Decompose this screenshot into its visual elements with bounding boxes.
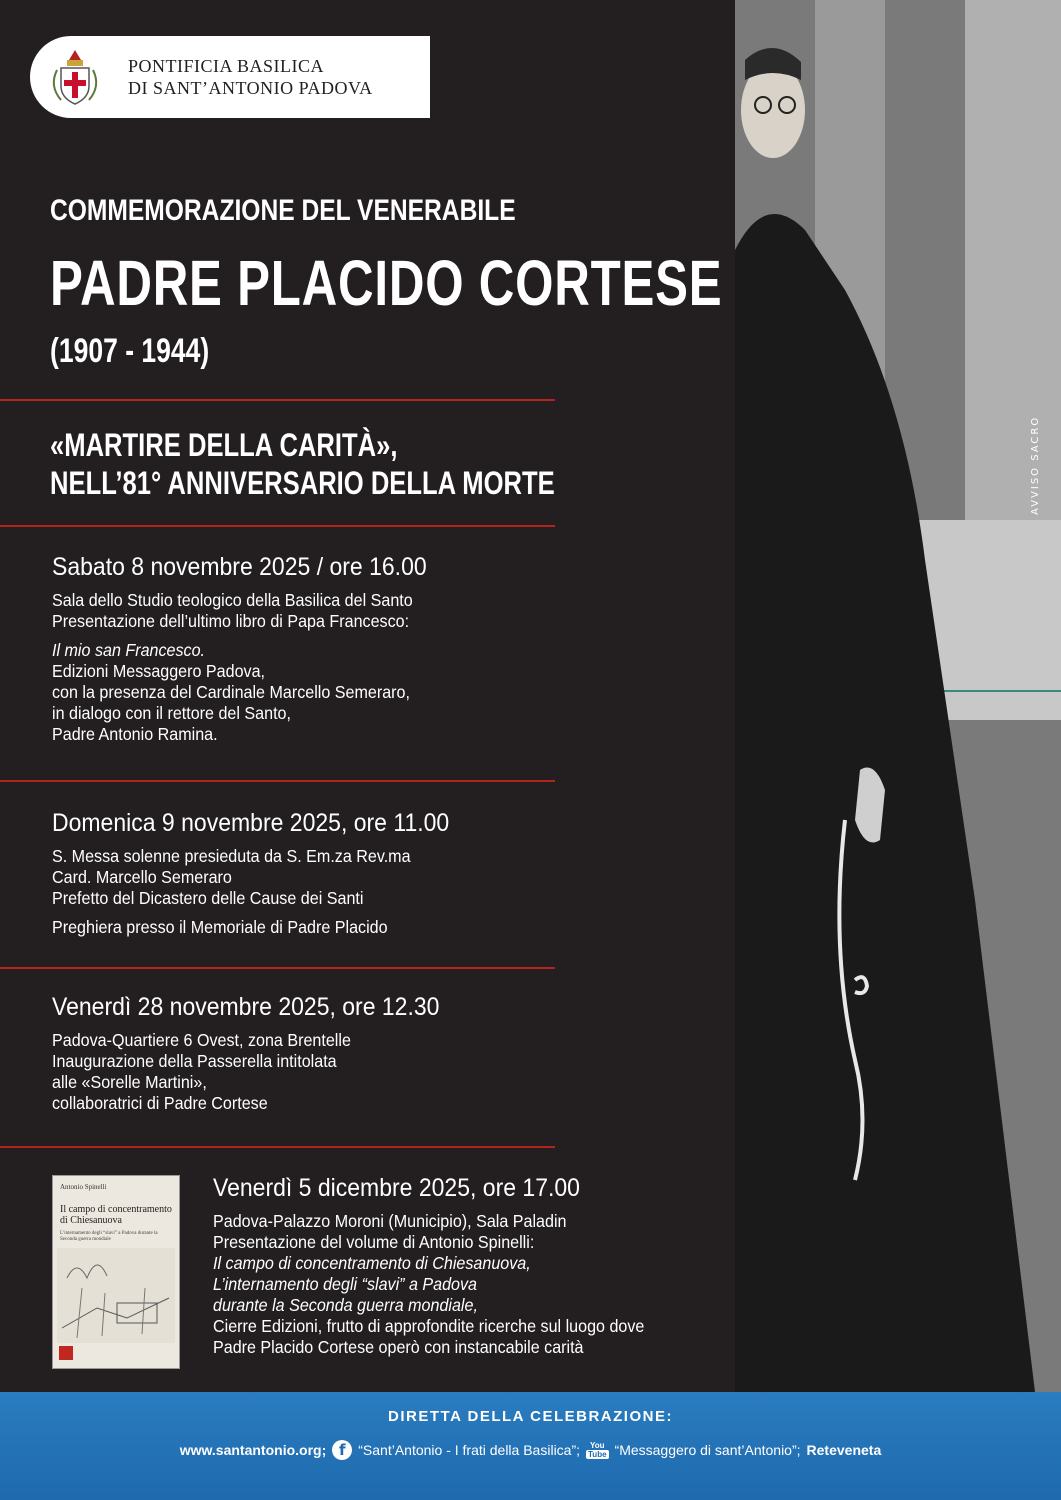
event-line: Padre Antonio Ramina.	[52, 724, 218, 744]
subtitle-line-2: NELL’81° ANNIVERSARIO DELLA MORTE	[50, 465, 555, 501]
logo-line-1: PONTIFICIA BASILICA	[128, 56, 325, 76]
divider	[0, 525, 555, 527]
event-line: Cierre Edizioni, frutto di approfondite ricerche sul luogo dove	[213, 1316, 645, 1336]
tv-channel[interactable]: Reteveneta	[806, 1442, 882, 1458]
book-illustration	[57, 1248, 175, 1343]
event-line: Preghiera presso il Memoriale di Padre Placido	[52, 917, 388, 937]
divider	[0, 1146, 555, 1148]
event-4	[213, 1173, 682, 1358]
footer-links	[0, 1440, 1061, 1460]
basilica-logo	[30, 36, 430, 118]
event-line: Padre Placido Cortese operò con instancabile carità	[213, 1337, 584, 1357]
coat-of-arms-icon	[40, 42, 110, 112]
publisher-logo	[59, 1346, 73, 1360]
heading-kicker: COMMEMORAZIONE DEL VENERABILE	[50, 194, 516, 227]
event-date: Venerdì 5 dicembre 2025, ore 17.00	[213, 1174, 580, 1202]
youtube-icon: You Tube	[588, 1441, 607, 1459]
book-author: Antonio Spinelli	[60, 1183, 107, 1191]
event-line: Sala dello Studio teologico della Basilica del Santo	[52, 590, 413, 610]
event-line: Inaugurazione della Passerella intitolata	[52, 1051, 337, 1071]
event-line: collaboratrici di Padre Cortese	[52, 1093, 268, 1113]
event-line: S. Messa solenne presieduta da S. Em.za Rev.ma	[52, 846, 411, 866]
book-title: Il campo di concentramento di Chiesanuova,	[213, 1253, 531, 1273]
event-line: Card. Marcello Semeraro	[52, 867, 232, 887]
divider	[0, 780, 555, 782]
logo-line-2: DI SANT’ANTONIO PADOVA	[128, 78, 373, 98]
book-cover	[52, 1175, 180, 1369]
book-cover-title: Il campo di concentramento di Chiesanuova	[60, 1204, 172, 1226]
facebook-link[interactable]: “Sant’Antonio - I frati della Basilica”;	[358, 1442, 581, 1458]
book-title: L’internamento degli “slavi” a Padova	[213, 1274, 478, 1294]
footer	[0, 1392, 1061, 1500]
side-label: AVVISO SACRO	[1030, 415, 1041, 515]
book-cover-subtitle: L’internamento degli “slavi” a Padova durante la Seconda guerra mondiale	[60, 1231, 158, 1242]
event-line: Prefetto del Dicastero delle Cause dei Santi	[52, 888, 364, 908]
divider	[0, 399, 555, 401]
footer-title: DIRETTA DELLA CELEBRAZIONE:	[388, 1408, 673, 1425]
event-3	[52, 992, 473, 1114]
website-link[interactable]: www.santantonio.org;	[179, 1442, 327, 1458]
event-line: alle «Sorelle Martini»,	[52, 1072, 207, 1092]
priest-photo	[735, 0, 1061, 1392]
event-2	[52, 808, 484, 938]
event-date: Domenica 9 novembre 2025, ore 11.00	[52, 809, 450, 837]
event-line: Padova-Palazzo Moroni (Municipio), Sala Paladin	[213, 1211, 567, 1231]
event-date: Venerdì 28 novembre 2025, ore 12.30	[52, 993, 440, 1021]
book-title: durante la Seconda guerra mondiale,	[213, 1295, 478, 1315]
event-1	[52, 552, 459, 745]
subtitle-line-1: «MARTIRE DELLA CARITÀ»,	[50, 427, 398, 463]
book-title: Il mio san Francesco.	[52, 640, 206, 660]
event-line: Edizioni Messaggero Padova,	[52, 661, 266, 681]
event-line: in dialogo con il rettore del Santo,	[52, 703, 291, 723]
event-line: con la presenza del Cardinale Marcello Semeraro,	[52, 682, 410, 702]
life-dates: (1907 - 1944)	[50, 332, 210, 370]
event-line: Padova-Quartiere 6 Ovest, zona Brentelle	[52, 1030, 351, 1050]
event-line: Presentazione dell’ultimo libro di Papa Francesco:	[52, 611, 410, 631]
event-date: Sabato 8 novembre 2025 / ore 16.00	[52, 553, 427, 581]
divider	[0, 967, 555, 969]
page-title: PADRE PLACIDO CORTESE	[50, 247, 723, 319]
youtube-link[interactable]: “Messaggero di sant’Antonio”;	[614, 1442, 801, 1458]
facebook-icon: f	[332, 1440, 352, 1460]
event-line: Presentazione del volume di Antonio Spinelli:	[213, 1232, 535, 1252]
